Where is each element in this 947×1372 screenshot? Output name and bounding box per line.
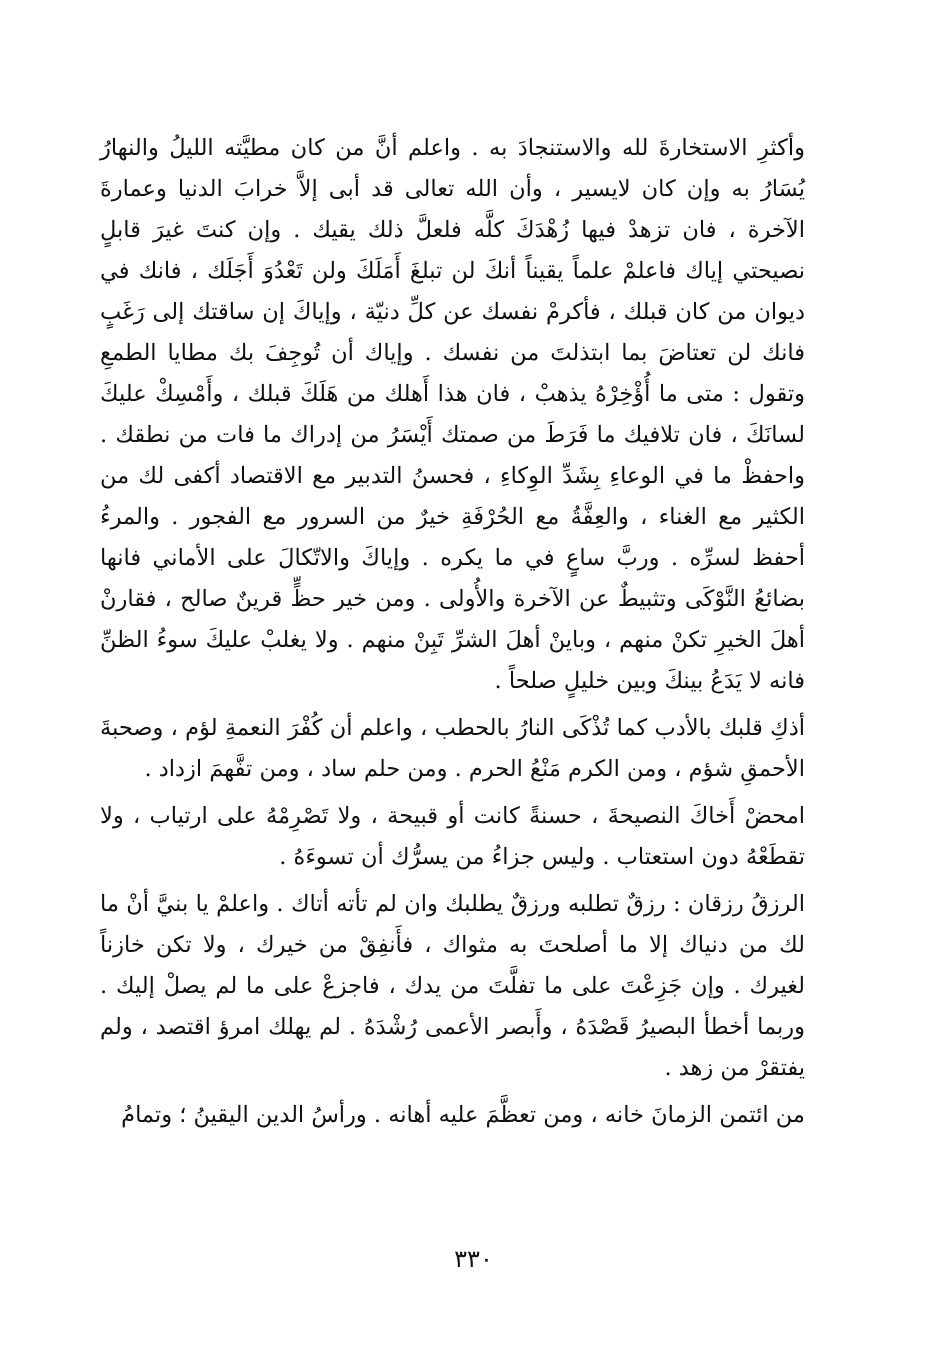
paragraph-1: وأكثرِ الاستخارةَ لله والاستنجادَ به . واعلم أنَّ من كان مطيَّته الليلُ والنهارُ يُسَارُ به وإن كان لايسير ، وأن الله تعالى قد أبى إلاَّ خرابَ الدنيا وعمارةَ الآخرة ، فان تزهدْ فيها زُهْدَكَ كلَّه فلعلَّ ذلك يقيك . وإن كنتَ غيرَ قابلٍ نصيحتي إياك فاعلمْ علماً يقيناً أنكَ لن تبلغَ أَمَلَكَ ولن تَعْدُوَ أَجَلَك ، فانك في ديوان من كان قبلك ، فأكرمْ نفسك عن كلِّ دنيّة ، وإياكَ إن ساقتك إلى رَغَبٍ فانك لن تعتاضَ بما ابتذلتَ من نفسك . وإياك أن تُوجِفَ بك مطايا الطمعِ وتقول : متى ما أُؤْخِرْهُ يذهبْ ، فان هذا أَهلك من هَلَكَ قبلك ، وأَمْسِكْ عليكَ لسانَكَ ، فان تلافيك ما فَرَطَ من صمتك أَيْسَرُ من إدراك ما فات من نطقك . واحفظْ ما في الوعاءِ بِشَدِّ الوِكاءِ ، فحسنُ التدبير مع الاقتصاد أكفى لك من الكثير مع الغناء ، والعِفَّةُ مع الحُرْفَةِ خيرٌ من السرور مع الفجور . والمرءُ أحفظ لسرِّه . وربَّ ساعٍ في ما يكره . وإياكَ والاتّكالَ على الأماني فانها بضائعُ النَّوْكَى وتثبيطٌ عن الآخرة والأُولى . ومن خير حظٍّ قرينٌ صالح ، فقارنْ أهلَ الخيرِ تكنْ منهم ، وباينْ أهلَ الشرِّ تَبِنْ منهم . ولا يغلبْ عليكَ سوءُ الظنِّ فانه لا يَدَعُ بينكَ وبين خليلٍ صلحاً . (100, 135, 805, 694)
paragraph-4: الرزقُ رزقان : رزقٌ تطلبه ورزقٌ يطلبك وان لم تأته أتاك . واعلمْ يا بنيَّ أنْ ما لك من دنياك إلا ما أصلحتَ به مثواك ، فأَنفِقْ من خيرك ، ولا تكن خازناً لغيرك . وإن جَزِعْتَ على ما تفلَّتَ من يدك ، فاجزعْ على ما لم يصلْ إليك . وربما أخطأ البصيرُ قَصْدَهُ ، وأَبصر الأعمى رُشْدَهُ . لم يهلك امرؤ اقتصد ، ولم يفتقرْ من زهد . (100, 891, 805, 1081)
page-number: ٣٣٠ (454, 1245, 493, 1273)
paragraph-2: أذكِ قلبك بالأدب كما تُذْكَى النارُ بالحطب ، واعلم أن كُفْرَ النعمةِ لؤم ، وصحبةَ الأحمقِ شؤم ، ومن الكرم مَنْعُ الحرم . ومن حلم ساد ، ومن تفَّهمَ ازداد . (100, 715, 805, 782)
paragraph-5: من ائتمن الزمانَ خانه ، ومن تعظَّمَ عليه أهانه . ورأسُ الدين اليقينُ ؛ وتمامُ (121, 1102, 805, 1128)
body-text (100, 128, 805, 1142)
paragraph-3: امحضْ أَخاكَ النصيحةَ ، حسنةً كانت أو قبيحة ، ولا تَصْرِمْهُ على ارتياب ، ولا تقطَعْهُ دون استعتاب . وليس جزاءُ من يسرُّك أن تسوءَهُ . (100, 803, 805, 870)
